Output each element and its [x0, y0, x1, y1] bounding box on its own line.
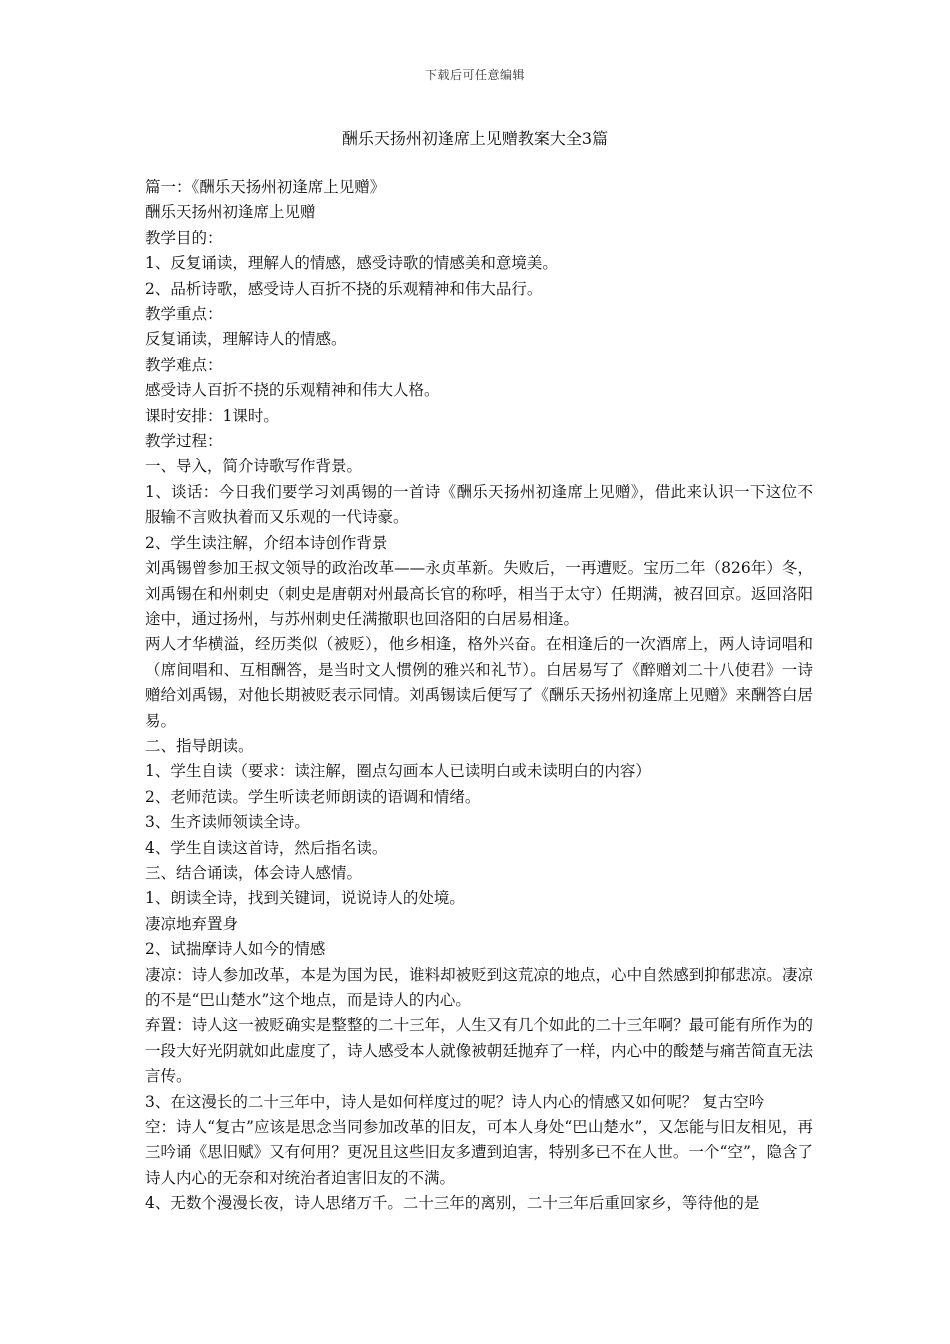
paragraph: 两人才华横溢，经历类似（被贬），他乡相逢，格外兴奋。在相逢后的一次酒席上，两人诗词唱和（席间唱和、互相酬答，是当时文人惯例的雅兴和礼节）。白居易写了《醉赠刘二十八使君》一诗赠给刘禹锡，对他长期被贬表示同情。刘禹锡读后便写了《酬乐天扬州初逢席上见赠》来酬答白居易。	[145, 635, 813, 730]
paragraph: 3、生齐读师领读全诗。	[145, 813, 310, 832]
paragraph: 1、朗读全诗，找到关键词，说说诗人的处境。	[145, 889, 465, 908]
paragraph: 篇一：《酬乐天扬州初逢席上见赠》	[145, 178, 386, 196]
paragraph: 凄凉：诗人参加改革，本是为国为民，谁料却被贬到这荒凉的地点，心中自然感到抑郁悲凉。凄凉的不是“巴山楚水”这个地点，而是诗人的内心。	[145, 965, 813, 1009]
paragraph: 课时安排：1课时。	[145, 406, 279, 425]
document-title: 酬乐天扬州初逢席上见赠教案大全3篇	[341, 129, 609, 148]
paragraph: 1、谈话：今日我们要学习刘禹锡的一首诗《酬乐天扬州初逢席上见赠》，借此来认识一下这位不服输不言败执着而又乐观的一代诗豪。	[145, 482, 813, 527]
paragraph: 2、老师范读。学生听读老师朗读的语调和情绪。	[145, 787, 481, 806]
paragraph: 2、学生读注解，介绍本诗创作背景	[145, 533, 388, 552]
paragraph: 教学过程：	[145, 432, 223, 451]
paragraph: 教学难点：	[145, 355, 223, 374]
paragraph: 三、结合诵读，体会诗人感情。	[145, 863, 363, 882]
paragraph: 反复诵读，理解诗人的情感。	[145, 330, 347, 349]
paragraph: 感受诗人百折不挠的乐观精神和伟大人格。	[145, 381, 440, 400]
paragraph: 4、学生自读这首诗，然后指名读。	[145, 838, 388, 857]
paragraph: 教学目的：	[145, 228, 223, 247]
document-body	[145, 175, 813, 1217]
paragraph: 3、在这漫长的二十三年中，诗人是如何样度过的呢？诗人内心的情感又如何呢？ 复古空吟	[145, 1092, 765, 1111]
paragraph: 教学重点：	[145, 305, 223, 324]
paragraph: 1、学生自读（要求：读注解，圈点勾画本人已读明白或未读明白的内容）	[145, 762, 651, 781]
paragraph: 一、导入，简介诗歌写作背景。	[145, 457, 363, 476]
header-note: 下载后可任意编辑	[424, 68, 525, 82]
paragraph: 4、无数个漫漫长夜，诗人思绪万千。二十三年的离别，二十三年后重回家乡，等待他的是	[145, 1194, 760, 1213]
paragraph: 凄凉地弃置身	[145, 914, 239, 933]
paragraph: 刘禹锡曾参加王叔文领导的政治改革——永贞革新。失败后，一再遭贬。宝历二年（826年）冬，刘禹锡在和州刺史（刺史是唐朝对州最高长官的称呼，相当于太守）任期满，被召回京。返回洛阳途中，通过扬州，与苏州刺史任满撤职也回洛阳的白居易相逢。	[145, 559, 813, 628]
paragraph: 二、指导朗读。	[145, 736, 254, 755]
paragraph: 2、试揣摩诗人如今的情感	[145, 940, 326, 959]
paragraph: 空：诗人“复古”应该是思念当同参加改革的旧友，可本人身处“巴山楚水”，又怎能与旧友相见，再三吟诵《思旧赋》又有何用？更况且这些旧友多遭到迫害，特别多已不在人世。一个“空”，隐含了诗人内心的无奈和对统治者迫害旧友的不满。	[145, 1118, 813, 1187]
paragraph: 酬乐天扬州初逢席上见赠	[145, 203, 316, 222]
paragraph: 1、反复诵读，理解人的情感，感受诗歌的情感美和意境美。	[145, 254, 558, 273]
paragraph: 弃置：诗人这一被贬确实是整整的二十三年，人生又有几个如此的二十三年啊？最可能有所作为的一段大好光阴就如此虚度了，诗人感受本人就像被朝廷抛弃了一样，内心中的酸楚与痛苦简直无法言传。	[145, 1016, 813, 1086]
paragraph: 2、品析诗歌，感受诗人百折不挠的乐观精神和伟大品行。	[145, 279, 543, 298]
